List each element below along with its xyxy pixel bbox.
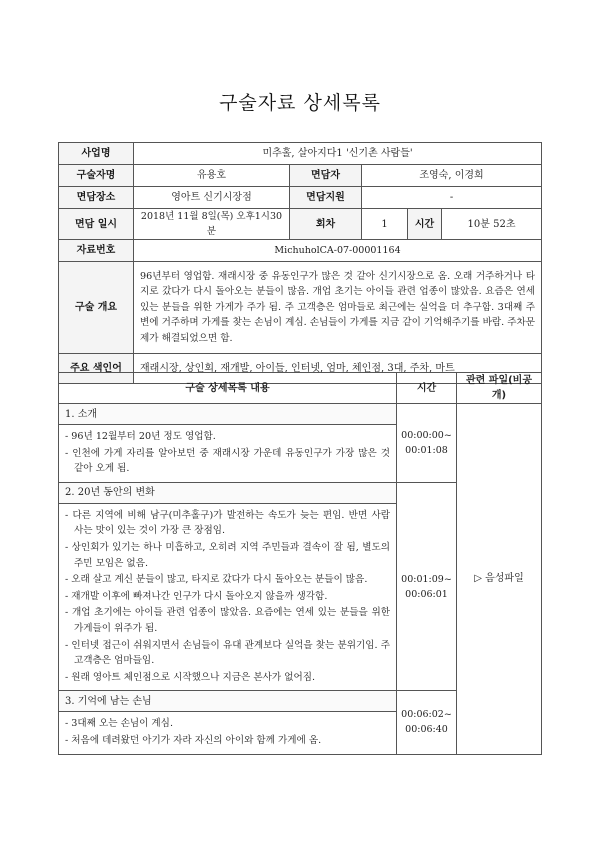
- support-label: 면담지원: [290, 187, 362, 209]
- section-time: 00:01:09~ 00:06:01: [397, 482, 457, 691]
- interviewer-label: 면담자: [290, 165, 362, 187]
- keywords-label: 주요 색인어: [59, 354, 134, 384]
- narrator-value: 유용호: [134, 165, 290, 187]
- project-label: 사업명: [59, 143, 134, 165]
- detail-header-content: 구술 상세목록 내용: [59, 373, 397, 404]
- section-time: 00:00:00~ 00:01:08: [397, 404, 457, 483]
- list-item: - 3대째 오는 손님이 계심.: [65, 718, 174, 730]
- section-items: [59, 503, 397, 691]
- support-value: -: [362, 187, 542, 209]
- interviewer-value: 조영숙, 이경희: [362, 165, 542, 187]
- keywords-value: 재래시장, 상인회, 재개발, 아이들, 인터넷, 엄마, 체인점, 3대, 주차, 마트: [134, 354, 542, 384]
- place-label: 면담장소: [59, 187, 134, 209]
- section-heading: 2. 20년 동안의 변화: [59, 482, 397, 503]
- id-label: 자료번호: [59, 240, 134, 262]
- date-label: 면담 일시: [59, 209, 134, 240]
- section-heading: 1. 소개: [59, 404, 397, 425]
- summary-label: 구술 개요: [59, 262, 134, 354]
- detail-header-file: 관련 파일(비공개): [457, 373, 542, 404]
- list-item: - 개업 초기에는 아이들 관련 업종이 많았음. 요즘에는 연세 있는 분들을 위한 가게들이 위주가 됨.: [65, 607, 390, 634]
- list-item: - 인천에 가게 자리를 알아보던 중 재래시장 가운데 유동인구가 가장 많은 것 같아 오게 됨.: [65, 447, 390, 475]
- session-label: 회차: [290, 209, 362, 240]
- list-item: - 인터넷 접근이 쉬워지면서 손님들이 유대 관계보다 실억을 찾는 분위기임. 주고객층은 엄마들임.: [65, 639, 390, 667]
- page-title: 구술자료 상세목록: [219, 92, 381, 114]
- list-item: - 다른 지역에 비해 남구(미추홀구)가 발전하는 속도가 늦는 편임. 반면 사람 사는 맛이 있는 것이 가장 큰 장점임.: [65, 509, 390, 537]
- detail-table: [58, 372, 542, 755]
- duration-value: 10분 52초: [442, 209, 542, 240]
- audio-file-link[interactable]: ▷ 음성파일: [457, 404, 542, 755]
- id-value: MichuholCA-07-00001164: [134, 240, 542, 262]
- meta-table: [58, 142, 542, 384]
- list-item: - 상인회가 있기는 하나 미흡하고, 오히려 지역 주민들과 결속이 잘 됨, 별도의 주민 모임은 없음.: [65, 541, 390, 569]
- duration-label: 시간: [408, 209, 442, 240]
- list-item: - 96년 12월부터 20년 정도 영업함.: [65, 431, 216, 442]
- project-value: 미추홀, 살아지다1 '신기촌 사람들': [134, 143, 542, 165]
- narrator-label: 구술자명: [59, 165, 134, 187]
- list-item: - 처음에 데려왔던 아기가 자라 자신의 아이와 함께 가게에 옴.: [65, 734, 322, 746]
- list-item: - 원래 영아트 체인점으로 시작했으나 지금은 본사가 없어짐.: [65, 671, 316, 683]
- place-value: 영아트 신기시장점: [134, 187, 290, 209]
- date-value: 2018년 11월 8일(목) 오후1시30분: [134, 209, 290, 240]
- detail-header-time: 시간: [397, 373, 457, 404]
- section-items: [59, 425, 397, 483]
- list-item: - 오래 살고 계신 분들이 많고, 타지로 갔다가 다시 돌아오는 분들이 많음.: [65, 574, 368, 586]
- section-time: 00:06:02~ 00:06:40: [397, 691, 457, 754]
- list-item: - 재개발 이후에 빠져나간 인구가 다시 돌아오지 않을까 생각함.: [65, 590, 328, 602]
- session-value: 1: [362, 209, 408, 240]
- section-heading: 3. 기억에 남는 손님: [59, 691, 397, 712]
- summary-value: 96년부터 영업함. 재래시장 중 유동인구가 많은 것 같아 신기시장으로 옴. 오래 거주하거나 타지로 갔다가 다시 돌아오는 분들이 많음. 개업 초기는 아이들 관련 업종이 많았음. 요즘은 연세 있는 분들을 위한 가게가 주가 됨. 주 고객층은 엄마들로 최근에는 실억을 더 추구함. 3대째 주변에 거주하며 가게를 찾는 손님이 계심. 손님들이 가게를 지금 같이 기억해주기를 바람. 주차문제가 해결되었으면 함.: [134, 262, 542, 354]
- section-items: [59, 712, 397, 754]
